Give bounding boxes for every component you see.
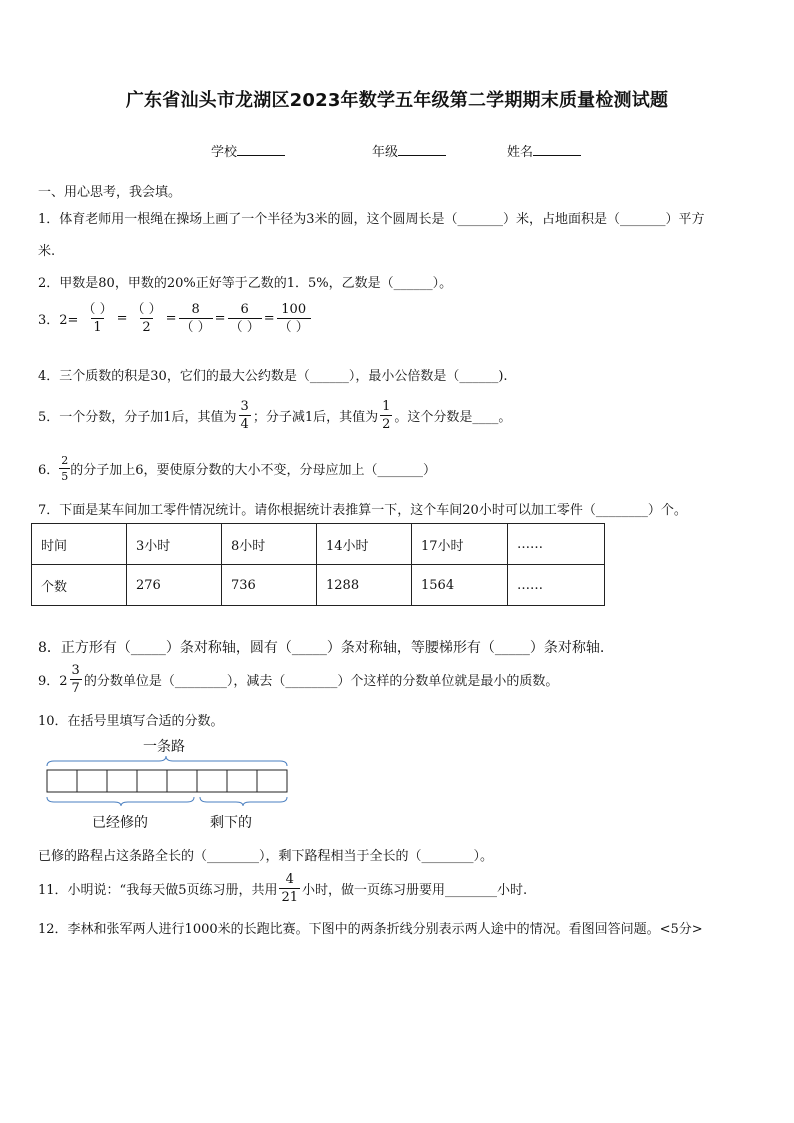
question-9: [38, 664, 558, 695]
q3-fraction-3: $\frac{8}{( )}$: [180, 302, 211, 335]
question-11: [38, 873, 527, 904]
q3-fraction-4: $\frac{6}{( )}$: [229, 302, 260, 335]
question-10-answer-line: 已修的路程占这条路全长的（________），剩下路程相当于全长的（________）。: [38, 849, 494, 864]
equals-sign: =: [116, 311, 128, 326]
q6-text-a: 6．: [38, 463, 60, 478]
grade-label: 年级: [372, 145, 399, 160]
table-cell: 8小时: [222, 524, 317, 565]
table-cell: ……: [508, 565, 605, 606]
table-cell: 3小时: [127, 524, 222, 565]
diagram-label-remaining: 剩下的: [210, 815, 252, 831]
q9-text-a: 9．2: [38, 674, 68, 689]
q5-text-b: ；分子减1后，其值为: [252, 410, 379, 425]
question-8: 8．正方形有（_____）条对称轴，圆有（_____）条对称轴，等腰梯形有（_____）条对称轴.: [38, 640, 605, 656]
question-1-line1: 1．体育老师用一根绳在操场上画了一个半径为3米的圆，这个圆周长是（_______）米，占地面积是（_______）平方: [38, 212, 705, 227]
grade-blank: [398, 143, 446, 156]
q9-fraction: $\frac{3}{7}$: [71, 663, 80, 696]
question-5: [38, 400, 511, 431]
road-segments: [44, 755, 290, 807]
q11-text-b: 小时，做一页练习册要用________小时.: [302, 883, 528, 898]
question-1-line2: 米.: [38, 244, 56, 259]
equals-sign: =: [263, 311, 275, 326]
table-cell: 时间: [32, 524, 127, 565]
equals-sign: =: [165, 311, 177, 326]
name-field: [507, 141, 581, 160]
table-cell: 个数: [32, 565, 127, 606]
question-12: 12．李林和张军两人进行1000米的长跑比赛。下图中的两条折线分别表示两人途中的情况。看图回答问题。<5分>: [38, 922, 703, 937]
q5-text-c: 。这个分数是____。: [394, 410, 512, 425]
q11-fraction: $\frac{4}{21}$: [281, 872, 299, 905]
question-3: [38, 303, 313, 334]
q9-text-b: 的分数单位是（________），减去（________）个这样的分数单位就是最小的质数。: [83, 674, 559, 689]
stat-table: [31, 523, 605, 606]
grade-field: [372, 141, 446, 160]
table-cell: 17小时: [412, 524, 508, 565]
equals-sign: =: [214, 311, 226, 326]
table-cell: 736: [222, 565, 317, 606]
q6-text-b: 的分子加上6，要使原分数的大小不变，分母应加上（_______）: [70, 463, 437, 478]
question-2: 2．甲数是80，甲数的20%正好等于乙数的1．5%，乙数是（______）。: [38, 276, 453, 291]
q3-label: 3．2=: [38, 313, 79, 328]
school-blank: [237, 143, 285, 156]
question-7: 7．下面是某车间加工零件情况统计。请你根据统计表推算一下，这个车间20小时可以加工零件（________）个。: [38, 503, 687, 518]
table-cell: 276: [127, 565, 222, 606]
q5-fraction-2: $\frac{1}{2}$: [382, 399, 391, 432]
q3-fraction-2: $\frac{( )}{2}$: [131, 302, 162, 335]
school-field: [211, 141, 285, 160]
q6-fraction: $\frac{2}{5}$: [61, 454, 69, 483]
diagram-label-done: 已经修的: [92, 815, 148, 831]
question-4: 4．三个质数的积是30，它们的最大公约数是（______），最小公倍数是（______).: [38, 369, 508, 384]
section-heading: 一、用心思考，我会填。: [38, 185, 182, 200]
question-6: [38, 455, 436, 482]
question-10: 10．在括号里填写合适的分数。: [38, 714, 224, 729]
q5-text-a: 5．一个分数，分子加1后，其值为: [38, 410, 237, 425]
diagram-label-total: 一条路: [143, 739, 185, 755]
table-row: [32, 565, 605, 606]
school-label: 学校: [211, 145, 238, 160]
table-cell: 14小时: [317, 524, 412, 565]
page-title: 广东省汕头市龙湖区2023年数学五年级第二学期期末质量检测试题: [125, 90, 669, 111]
name-label: 姓名: [507, 145, 534, 160]
table-cell: 1288: [317, 565, 412, 606]
q3-fraction-1: $\frac{( )}{1}$: [82, 302, 113, 335]
table-row: [32, 524, 605, 565]
q11-text-a: 11．小明说：“我每天做5页练习册，共用: [38, 883, 278, 898]
q5-fraction-1: $\frac{3}{4}$: [240, 399, 249, 432]
name-blank: [533, 143, 581, 156]
table-cell: ……: [508, 524, 605, 565]
table-cell: 1564: [412, 565, 508, 606]
q3-fraction-5: $\frac{100}{( )}$: [278, 302, 309, 335]
